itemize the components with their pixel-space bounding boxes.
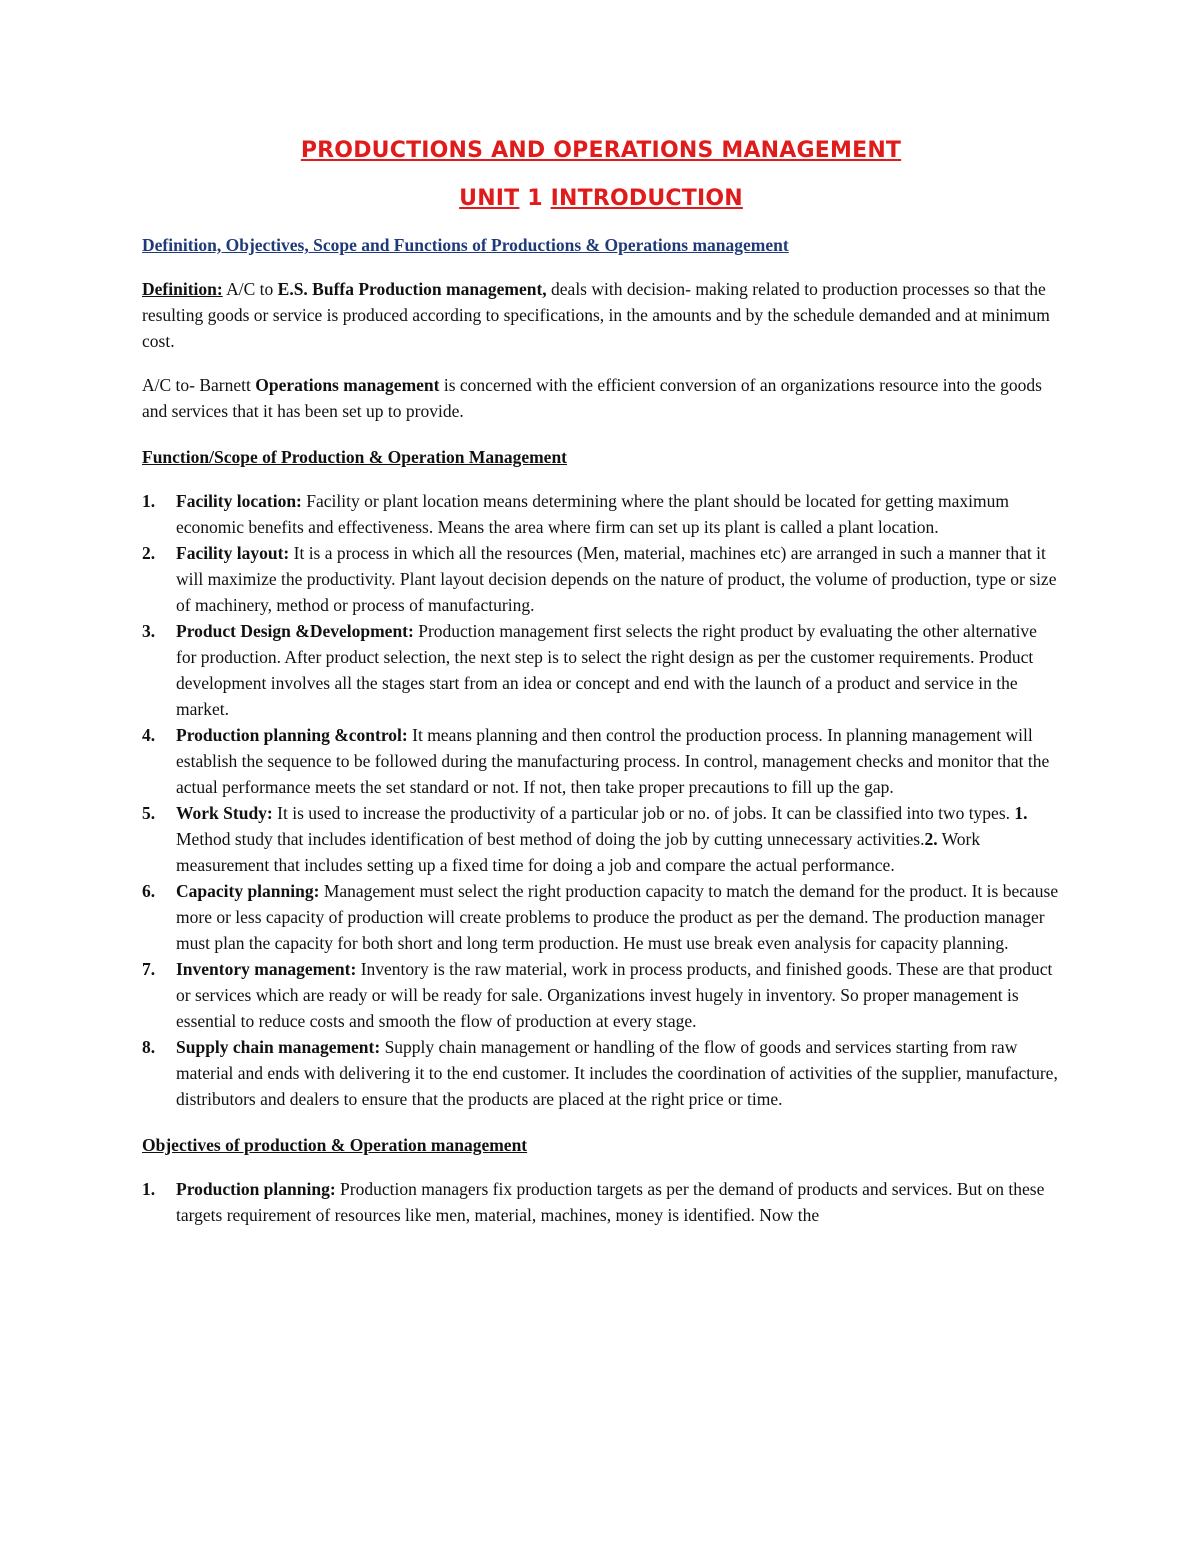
item-label: Capacity planning:: [176, 881, 320, 901]
item-text: Supply chain management or handling of the flow of goods and services starting from raw material and ends with delivering it to the end customer. It includes the coordination of activities of the supplier, manufacture, distributors and dealers to ensure that the products are placed at the right price or time.: [176, 1037, 1058, 1109]
list-item: 8. Supply chain management: Supply chain management or handling of the flow of goods and services starting from raw material and ends with delivering it to the end customer. It includes the coordination of activities of the supplier, manufacture, distributors and dealers to ensure that the products are placed at the right price or time.: [142, 1037, 1058, 1109]
document-title: PRODUCTIONS AND OPERATIONS MANAGEMENT: [300, 138, 902, 163]
item-text: Inventory is the raw material, work in process products, and finished goods. These are that product or services which are ready or will be ready for sale. Organizations invest hugely in inventory. So proper management is essential to reduce costs and smooth the flow of production at every stage.: [176, 959, 1053, 1031]
item-subnum: 1.: [1014, 803, 1028, 823]
unit-name: INTRODUCTION: [550, 186, 743, 211]
item-text: It is a process in which all the resources (Men, material, machines etc) are arranged in such a manner that it will maximize the productivity. Plant layout decision depends on the nature of product, the volume of production, type or size of machinery, method or process of manufacturing.: [176, 543, 1057, 615]
functions-list: [142, 488, 1060, 1112]
list-item: 7. Inventory management: Inventory is the raw material, work in process products, and finished goods. These are that product or services which are ready or will be ready for sale. Organizations invest hugely in inventory. So proper management is essential to reduce costs and smooth the flow of production at every stage.: [142, 959, 1053, 1031]
definition-pre: A/C to: [222, 279, 278, 299]
item-label: Supply chain management:: [176, 1037, 381, 1057]
unit-heading: [142, 186, 1060, 212]
item-subnum: 2.: [924, 829, 938, 849]
item-text: Work measurement that includes setting up a fixed time for doing a job and compare the actual performance.: [176, 829, 981, 875]
barnett-pre: A/C to- Barnett: [142, 375, 256, 395]
item-text: Production management first selects the right product by evaluating the other alternative for production. After product selection, the next step is to select the right design as per the customer requirements. Product development involves all the stages start from an idea or concept and end with the launch of a product and service in the market.: [176, 621, 1037, 719]
definition-paragraph: [142, 276, 1060, 354]
list-item: 1. Production planning: Production managers fix production targets as per the demand of products and services. But on these targets requirement of resources like men, material, machines, money is identified. Now the: [142, 1179, 1045, 1225]
list-item: 3. Product Design &Development: Production management first selects the right product by evaluating the other alternative for production. After product selection, the next step is to select the right design as per the customer requirements. Product development involves all the stages start from an idea or concept and end with the launch of a product and service in the market.: [142, 621, 1037, 719]
unit-word: UNIT: [459, 186, 520, 211]
functions-heading: Function/Scope of Production & Operation Management: [142, 447, 568, 467]
item-label: Work Study:: [176, 803, 273, 823]
item-text: It means planning and then control the production process. In planning management will establish the sequence to be followed during the manufacturing process. In control, management checks and monitor that the actual performance meets the set standard or not. If not, then take proper precautions to fill up the gap.: [176, 725, 1050, 797]
barnett-rest: is concerned with the efficient conversion of an organizations resource into the goods and services that it has been set up to provide.: [142, 375, 1042, 421]
item-label: Facility layout:: [176, 543, 290, 563]
document-page: [142, 138, 1060, 1228]
objectives-list: [142, 1176, 1060, 1228]
item-text: Method study that includes identification of best method of doing the job by cutting unnecessary activities.: [176, 829, 925, 849]
definition-rest: deals with decision- making related to production processes so that the resulting goods or service is produced according to specifications, in the amounts and by the schedule demanded and at minimum cost.: [142, 279, 1050, 351]
item-label: Inventory management:: [176, 959, 357, 979]
list-item: 1. Facility location: Facility or plant location means determining where the plant should be located for getting maximum economic benefits and effectiveness. Means the area where firm can set up its plant is called a plant location.: [142, 491, 1009, 537]
objectives-heading: Objectives of production & Operation management: [142, 1135, 528, 1155]
item-text: It is used to increase the productivity of a particular job or no. of jobs. It can be classified into two types.: [272, 803, 1015, 823]
definition-label: Definition:: [142, 279, 223, 299]
list-item: 6. Capacity planning: Management must select the right production capacity to match the demand for the product. It is because more or less capacity of production will create problems to produce the product as per the demand. The production manager must plan the capacity for both short and long term production. He must use break even analysis for capacity planning.: [142, 881, 1059, 953]
list-item: 2. Facility layout: It is a process in which all the resources (Men, material, machines etc) are arranged in such a manner that it will maximize the productivity. Plant layout decision depends on the nature of product, the volume of production, type or size of machinery, method or process of manufacturing.: [142, 543, 1057, 615]
item-text: Facility or plant location means determining where the plant should be located for getting maximum economic benefits and effectiveness. Means the area where firm can set up its plant is called a plant location.: [176, 491, 1009, 537]
barnett-bold: Operations management: [255, 375, 440, 395]
list-item: 5. Work Study: It is used to increase the productivity of a particular job or no. of jobs. It can be classified into two types. 1. Method study that includes identification of best method of doing the job by cutting unnecessary activities.2. Work measurement that includes setting up a fixed time for doing a job and compare the actual performance.: [142, 803, 1028, 875]
item-label: Production planning &control:: [176, 725, 408, 745]
section-subheading: Definition, Objectives, Scope and Functions of Productions & Operations management: [142, 235, 789, 255]
barnett-paragraph: [142, 372, 1060, 424]
unit-number: 1: [527, 186, 543, 211]
item-text: Production managers fix production targets as per the demand of products and services. But on these targets requirement of resources like men, material, machines, money is identified. Now the: [176, 1179, 1045, 1225]
item-label: Facility location:: [176, 491, 302, 511]
definition-bold: E.S. Buffa Production management,: [277, 279, 547, 299]
item-label: Production planning:: [176, 1179, 336, 1199]
item-label: Product Design &Development:: [176, 621, 414, 641]
list-item: 4. Production planning &control: It means planning and then control the production process. In planning management will establish the sequence to be followed during the manufacturing process. In control, management checks and monitor that the actual performance meets the set standard or not. If not, then take proper precautions to fill up the gap.: [142, 725, 1050, 797]
item-text: Management must select the right production capacity to match the demand for the product. It is because more or less capacity of production will create problems to produce the product as per the demand. The production manager must plan the capacity for both short and long term production. He must use break even analysis for capacity planning.: [176, 881, 1059, 953]
